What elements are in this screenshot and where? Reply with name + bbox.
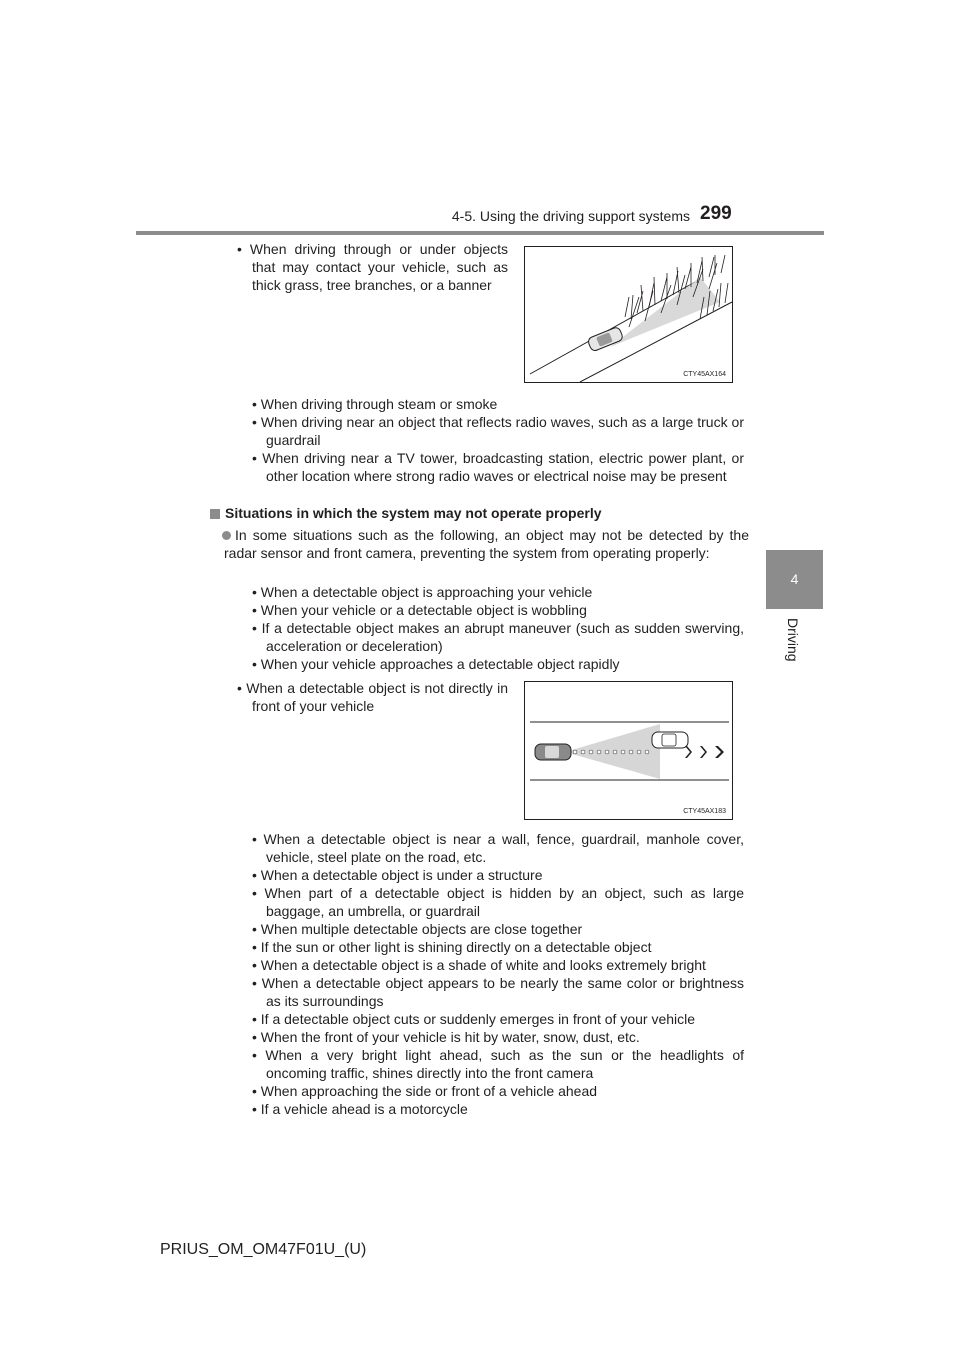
list-item: • When your vehicle approaches a detectable object rapidly [252, 656, 620, 672]
list-item: • If the sun or other light is shining directly on a detectable object [252, 939, 652, 955]
list-item: • When driving through steam or smoke [252, 396, 498, 412]
bullet-not-in-front [237, 679, 508, 715]
list-item: • When multiple detectable objects are close together [252, 921, 583, 937]
chapter-label: Driving [785, 618, 801, 662]
section-heading [210, 505, 602, 521]
list-item: • When a very bright light ahead, such as the sun or the headlights of oncoming traffic, shines directly into the front camera [252, 1047, 744, 1081]
section-title: 4-5. Using the driving support systems [451, 208, 690, 224]
bullet-text: • When driving through or under objects that may contact your vehicle, such as thick grass, tree branches, or a banner [237, 241, 508, 293]
offset-radar-illustration [525, 682, 732, 819]
list-item: • When part of a detectable object is hidden by an object, such as large baggage, an umbrella, or guardrail [252, 885, 744, 919]
bullet-grass-branches [237, 240, 508, 294]
circle-bullet-icon [222, 531, 231, 540]
chapter-tab: 4 [766, 550, 823, 609]
bullet-text: • When a detectable object is not directly in front of your vehicle [237, 680, 508, 714]
figure-offset-object [524, 681, 733, 820]
list-item: • When a detectable object appears to be nearly the same color or brightness as its surroundings [252, 975, 744, 1009]
square-bullet-icon [210, 509, 220, 519]
bullets-b [252, 830, 744, 1118]
grass-radar-illustration [525, 247, 732, 382]
list-item: • When your vehicle or a detectable object is wobbling [252, 602, 587, 618]
list-item: • If a vehicle ahead is a motorcycle [252, 1101, 468, 1117]
page-number: 299 [700, 203, 732, 224]
document-code: PRIUS_OM_OM47F01U_(U) [160, 1241, 367, 1258]
list-item: • If a detectable object makes an abrupt maneuver (such as sudden swerving, acceleration or deceleration) [252, 620, 744, 654]
figure-caption: CTY45AX183 [683, 808, 726, 815]
list-item: • When a detectable object is a shade of white and looks extremely bright [252, 957, 706, 973]
list-item: • When approaching the side or front of a vehicle ahead [252, 1083, 598, 1099]
bullets-block1 [252, 395, 744, 485]
list-item: • When driving near an object that reflects radio waves, such as a large truck or guardrail [252, 414, 744, 448]
list-item: • When the front of your vehicle is hit by water, snow, dust, etc. [252, 1029, 640, 1045]
list-item: • If a detectable object cuts or suddenly emerges in front of your vehicle [252, 1011, 696, 1027]
bullets-a [252, 583, 744, 673]
list-item: • When a detectable object is under a structure [252, 867, 543, 883]
list-item: • When driving near a TV tower, broadcasting station, electric power plant, or other location where strong radio waves or electrical noise may be present [252, 450, 744, 484]
header-divider [136, 231, 824, 235]
intro-text: In some situations such as the following, an object may not be detected by the radar sensor and front camera, preventing the system from operating properly: [224, 527, 749, 561]
figure-grass-overhead [524, 246, 733, 383]
list-item: • When a detectable object is near a wall, fence, guardrail, manhole cover, vehicle, steel plate on the road, etc. [252, 831, 744, 865]
list-item: • When a detectable object is approaching your vehicle [252, 584, 593, 600]
figure-caption: CTY45AX164 [683, 371, 726, 378]
intro-paragraph [224, 526, 749, 562]
heading-text: Situations in which the system may not operate properly [225, 505, 602, 521]
